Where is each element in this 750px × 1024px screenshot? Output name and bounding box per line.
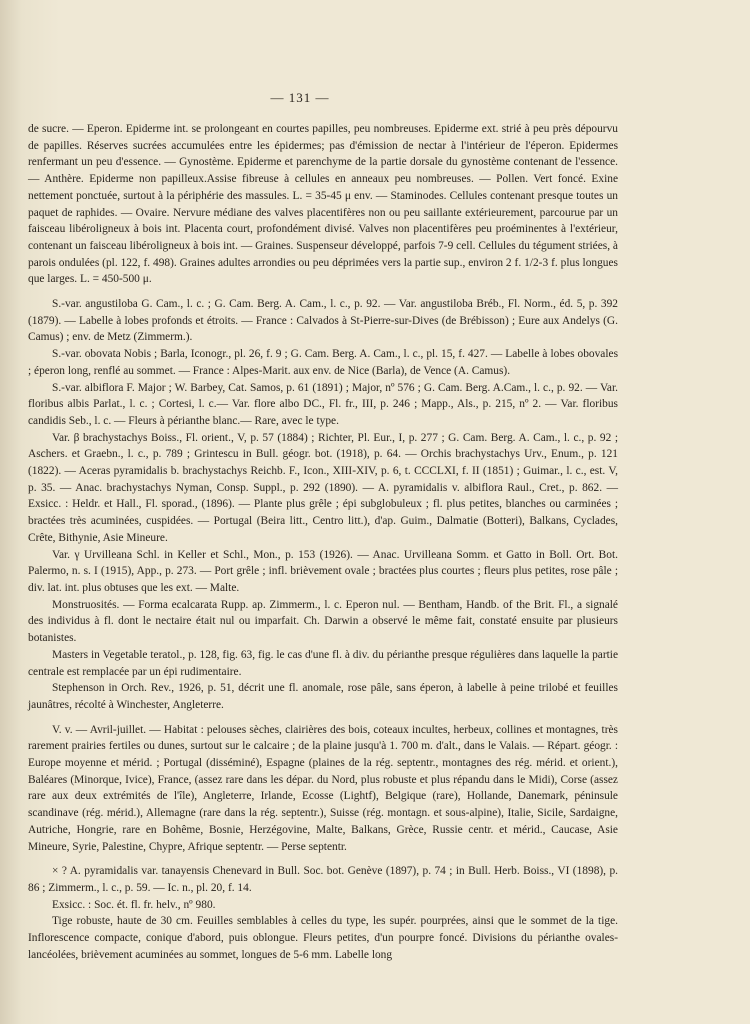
- page-number: — 131 —: [270, 90, 330, 105]
- paragraph-masters: Masters in Vegetable teratol., p. 128, fig. 63, fig. le cas d'une fl. à div. du périanthe presque régulières dans laquelle la partie centrale est remplacée par un épi rudimentaire.: [28, 648, 618, 678]
- paragraph-brachystachys: Var. β brachystachys Boiss., Fl. orient., V, p. 57 (1884) ; Richter, Pl. Eur., I, p. 277 ; G. Cam. Berg. A. Cam., l. c., p. 92 ; Aschers. et Graebn., l. c., p. 789 ; Grintescu in Bull. géogr. bot. (1918), p. 64. — Orchis brachystachys Urv., Enum., p. 121 (1822). — Aceras pyramidalis b. brachystachys Reichb. F., Icon., XIII-XIV, p. 6, t. CCCLXI, f. II (1851) ; Guimar., l. c., est. V, p. 35. — Anac. brachystachys Nyman, Consp. Suppl., p. 292 (1890). — A. pyramidalis v. albiflora Raul., Cret., p. 862. — Exsicc. : Heldr. et Hall., Fl. sporad., (1896). — Plante plus grêle ; épi subglobuleux ; fl. plus petites, blanches ou carminées ; bractées très acuminées, cuspidées. — Portugal (Beira litt., Centro litt.), d'ap. Guim., Dalmatie (Botteri), Balkans, Cyclades, Crête, Bithynie, Asie Mineure.: [28, 431, 618, 544]
- paragraph-albiflora: S.-var. albiflora F. Major ; W. Barbey, Cat. Samos, p. 61 (1891) ; Major, nº 576 ; G. Cam. Berg. A.Cam., l. c., p. 92. — Var. floribus albis Parlat., l. c. ; Cortesi, l. c.— Var. flore albo DC., Fl. fr., III, p. 246 ; Mapp., Als., p. 215, nº 2. — Var. floribus candidis Seb., l. c. — Fleurs à périanthe blanc.— Rare, avec le type.: [28, 381, 618, 427]
- paragraph-exsiccata: Exsicc. : Soc. ét. fl. fr. helv., nº 980.: [52, 898, 216, 911]
- paragraph-description: Tige robuste, haute de 30 cm. Feuilles semblables à celles du type, les supér. pourprées, ainsi que le sommet de la tige. Inflorescence compacte, conique d'abord, puis oblongue. Fleurs petites, d'un pourpre foncé. Divisions du périanthe ovales-lancéolées, brièvement acuminées au sommet, longues de 5-6 mm. Labelle long: [28, 915, 618, 961]
- paragraph-anatomy: de sucre. — Eperon. Epiderme int. se prolongeant en courtes papilles, peu nombreuses. Epiderme ext. strié à peu près dépourvu de papilles. Réserves sucrées accumulées entre les épidermes; pas d'émission de nectar à l'intérieur de l'éperon. Epidermes renfermant un peu d'essence. — Gynostème. Epiderme et parenchyme de la partie dorsale du gynostème contenant de l'essence. — Anthère. Epiderme non papilleux.Assise fibreuse à cellules en anneaux peu nombreuses. — Pollen. Vert foncé. Exine nettement ponctuée, surtout à la périphérie des massules. L. = 35-45 μ env. — Staminodes. Cellules contenant presque toutes un paquet de raphides. — Ovaire. Nervure médiane des valves placentifères non ou peu saillante extérieurement, parcourue par un faisceau libéroligneux à bois int. Placenta court, profondément divisé. Valves non placentifères peu proéminentes à l'extérieur, contenant un faisceau libéroligneux à bois int. — Graines. Suspenseur développé, parfois 7-9 cell. Cellules du tégument striées, à parois ondulées (pl. 122, f. 498). Graines adultes arrondies ou peu déprimées vers la partie sup., environ 2 f. 1/2-3 f. plus longues que larges. L. = 450-500 μ.: [28, 123, 618, 286]
- paragraph-stephenson: Stephenson in Orch. Rev., 1926, p. 51, décrit une fl. anomale, rose pâle, sans éperon, à labelle à peine trilobé et feuilles jaunâtres, récolté à Winchester, Angleterre.: [28, 682, 618, 711]
- paragraph-urvilleana: Var. γ Urvilleana Schl. in Keller et Schl., Mon., p. 153 (1926). — Anac. Urvilleana Somm. et Gatto in Boll. Ort. Bot. Palermo, n. s. I (1915), App., p. 273. — Port grêle ; infl. brièvement ovale ; bractées plus courtes ; fleurs plus petites, rose pâle ; div. lat. int. plus obtuses que les ext. — Malte.: [28, 548, 618, 594]
- paragraph-obovata: S.-var. obovata Nobis ; Barla, Iconogr., pl. 26, f. 9 ; G. Cam. Berg. A. Cam., l. c., pl. 15, f. 427. — Labelle à lobes obovales ; éperon long, renflé au sommet. — France : Alpes-Marit. aux env. de Nice (Barla), de Vence (A. Camus).: [28, 348, 618, 377]
- paragraph-angustiloba: S.-var. angustiloba G. Cam., l. c. ; G. Cam. Berg. A. Cam., l. c., p. 92. — Var. angustiloba Bréb., Fl. Norm., éd. 5, p. 392 (1879). — Labelle à lobes profonds et étroits. — France : Calvados à St-Pierre-sur-Dives (de Brébisson) ; Eure aux Andelys (G. Camus) ; env. de Metz (Zimmerm.).: [28, 298, 618, 344]
- paragraph-tanayensis: × ? A. pyramidalis var. tanayensis Chenevard in Bull. Soc. bot. Genève (1897), p. 74 ; in Bull. Herb. Boiss., VI (1898), p. 86 ; Zimmerm., l. c., p. 59. — Ic. n., pl. 20, f. 14.: [28, 865, 618, 894]
- paragraph-habitat: V. v. — Avril-juillet. — Habitat : pelouses sèches, clairières des bois, coteaux incultes, herbeux, collines et montagnes, très rarement prairies fertiles ou dunes, surtout sur le calcaire ; de la plaine jusqu'à 1. 700 m. d'alt., dans le Valais. — Répart. géogr. : Europe moyenne et mérid. ; Portugal (disséminé), Espagne (plaines de la rég. septentr., montagnes des rég. mérid. et orient.), Baléares (Minorque, Ivice), France, (assez rare dans les dépar. du Nord, plus robuste et plus répandu dans le Midi), Corse (assez rare aux deux extrémités de l'île), Angleterre, Irlande, Ecosse (Lightf), Belgique (rare), Hollande, Danemark, péninsule scandinave (rég. mérid.), Allemagne (rare dans la rég. septentr.), Suisse (rég. montagn. et sous-alpine), Italie, Sicile, Sardaigne, Autriche, Hongrie, rare en Bohême, Bosnie, Herzégovine, Malte, Balkans, Grèce, Russie centr. et mérid., Caucase, Asie Mineure, Syrie, Palestine, Chypre, Afrique septentr. — Perse septentr.: [28, 723, 618, 853]
- paragraph-monstruosites: Monstruosités. — Forma ecalcarata Rupp. ap. Zimmerm., l. c. Eperon nul. — Bentham, Handb. of the Brit. Fl., a signalé des individus à fl. dont le nectaire était nul ou imparfait. Ch. Darwin a observé le même fait, constaté ensuite par plusieurs botanistes.: [28, 598, 618, 645]
- body-text: [28, 121, 618, 963]
